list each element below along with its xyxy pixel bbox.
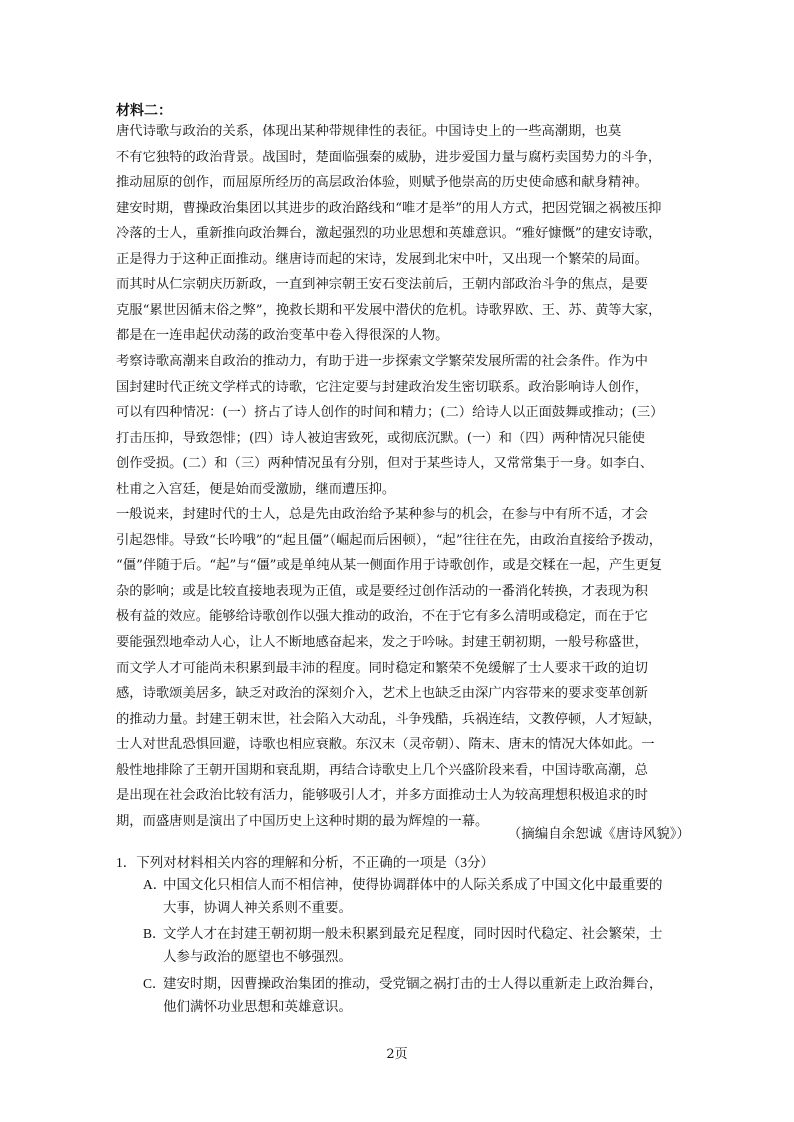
body-text-line: 正是得力于这种正面推动。继唐诗而起的宋诗，发展到北宋中叶，又出现一个繁荣的局面。 [116,251,648,267]
body-text-line: 创作受损。(二）和（三）两种情况虽有分别，但对于某些诗人，又常常集于一身。如李白、 [116,456,654,472]
body-text-line: 杜甫之入宫廷，便是始而受激励，继而遭压抑。 [116,481,396,497]
body-text-line: 期，而盛唐则是演出了中国历史上这种时期的最为辉煌的一幕。 [116,813,489,829]
body-text-line: 考察诗歌高潮来自政治的推动力，有助于进一步探索文学繁荣发展所需的社会条件。作为中 [116,353,648,369]
option-key: A． [143,877,167,892]
body-text-line: 而其时从仁宗朝庆历新政，一直到神宗朝王安石变法前后，王朝内部政治斗争的焦点，是要 [116,277,648,293]
body-text-line: 而文学人才可能尚未积累到最丰沛的程度。同时稳定和繁荣不免缓解了士人要求干政的迫切 [116,660,648,676]
body-text-line: “僵”伴随于后。“起”与“僵”或是单纯从某一侧面作用于诗歌创作，或是交糅在一起，产生更复 [116,558,663,574]
body-text-line: 极有益的效应。能够给诗歌创作以强大推动的政治，不在于它有多么清明或稳定，而在于它 [116,609,648,625]
option-key: B． [143,926,166,941]
option-text-line: 他们满怀功业思想和英雄意识。 [163,999,352,1014]
option-text-line: 人参与政治的愿望也不够强烈。 [163,949,352,964]
body-text-line: 不有它独特的政治背景。战国时，楚面临强秦的威胁，进步爱国力量与腐朽卖国势力的斗争， [116,149,662,165]
body-text-line: 感，诗歌颂美居多，缺乏对政治的深刻介入，艺术上也缺乏由深广内容带来的要求变革创新 [116,686,648,702]
option-text-line: 建安时期，因曹操政治集团的推动，受党锢之祸打击的士人得以重新走上政治舞台， [163,976,663,991]
body-text-line: 克服“累世因循末俗之弊”，挽救长期和平发展中潜伏的危机。诗歌界欧、王、苏、黄等大家， [116,302,662,318]
body-text-line: 冷落的士人，重新推向政治舞台，激起强烈的功业思想和英雄意识。“雅好慷慨”的建安诗歌， [116,226,662,242]
body-text-line: 国封建时代正统文学样式的诗歌，它注定要与封建政治发生密切联系。政治影响诗人创作， [116,379,648,395]
section-heading: 材料二： [116,103,172,119]
body-text-line: 推动屈原的创作，而屈原所经历的高层政治体验，则赋予他崇高的历史使命感和献身精神。 [116,175,648,191]
option-key: C． [143,976,166,991]
option-text-line: 中国文化只相信人而不相信神，使得协调群体中的人际关系成了中国文化中最重要的 [163,877,663,892]
body-text-line: 般性地排除了王朝开国期和衰乱期，再结合诗歌史上几个兴盛阶段来看，中国诗歌高潮，总 [116,762,648,778]
body-text-line: 引起怨悱。导致“长吟哦”的“起且僵”（崛起而后困顿），“起”往往在先，由政治直接给予拨动， [116,532,663,548]
body-text-line: 是出现在社会政治比较有活力，能够吸引人才，并多方面推动士人为较高理想积极追求的时 [116,788,648,804]
body-text-line: 都是在一连串起伏动荡的政治变革中卷入得很深的人物。 [116,328,449,344]
question-title: 1．下列对材料相关内容的理解和分析，不正确的一项是（3分） [116,855,494,870]
body-text-line: 一般说来，封建时代的士人，总是先由政治给予某种参与的机会，在参与中有所不适，才会 [116,507,648,523]
body-text-line: 杂的影响；或是比较直接地表现为正值，或是要经过创作活动的一番消化转换，才表现为积 [116,583,648,599]
option-text-line: 文学人才在封建王朝初期一般未积累到最充足程度，同时因时代稳定、社会繁荣，士 [163,926,663,941]
body-text-line: 打击压抑，导致怨悱；(四）诗人被迫害致死，或彻底沉默。(一）和（四）两种情况只能使 [116,430,645,446]
body-text-line: 士人对世乱恐惧回避，诗歌也相应衰敝。东汉末（灵帝朝）、隋末、唐末的情况大体如此。一 [116,737,655,753]
body-text-line: 唐代诗歌与政治的关系，体现出某种带规律性的表征。中国诗史上的一些高潮期，也莫 [116,124,622,139]
page-number: 2页 [386,1047,408,1062]
body-text-line: 可以有四种情况：(一）挤占了诗人创作的时间和精力；(二）给诗人以正面鼓舞或推动；(三） [116,405,664,421]
body-text-line: 要能强烈地牵动人心，让人不断地感奋起来，发之于吟咏。封建王朝初期，一般号称盛世， [116,635,648,650]
body-text-line: 的推动力量。封建王朝末世，社会陷入大动乱，斗争残酷，兵祸连结，文教停顿，人才短缺， [116,711,662,727]
source-citation: （摘编自余恕诚《唐诗风貌》） [507,826,690,842]
option-text-line: 大事，协调人神关系则不重要。 [163,900,352,915]
body-text-line: 建安时期，曹操政治集团以其进步的政治路线和“唯才是举”的用人方式，把因党锢之祸被压抑 [116,200,662,216]
